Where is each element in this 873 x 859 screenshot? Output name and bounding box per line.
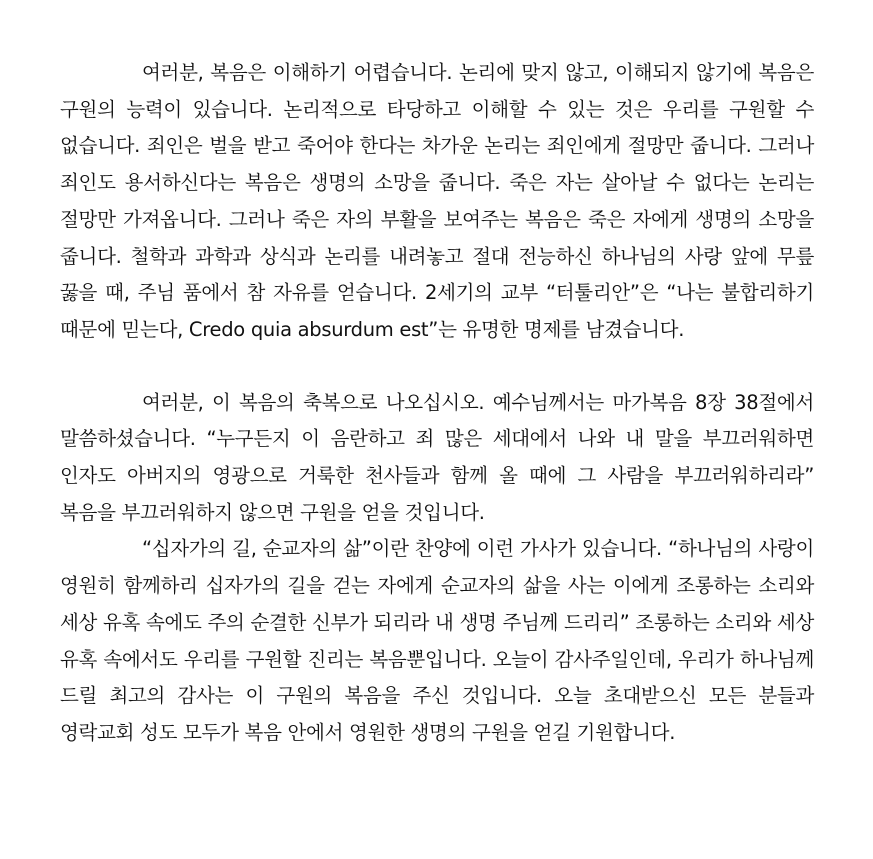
document-body [60,55,814,752]
paragraph-hymn-lyrics: “십자가의 길, 순교자의 삶”이란 찬양에 이런 가사가 있습니다. “하나님의 사랑이 영원히 함께하리 십자가의 길을 걷는 자에게 순교자의 삶을 사는 이에게 조롱하는 소리와 세상 유혹 속에도 주의 순결한 신부가 되리라 내 생명 주님께 드리리” 조롱하는 소리와 세상 유혹 속에서도 우리를 구원할 진리는 복음뿐입니다. 오늘이 감사주일인데, 우리가 하나님께 드릴 최고의 감사는 이 구원의 복음을 주신 것입니다. 오늘 초대받으신 모든 분들과 영락교회 성도 모두가 복음 안에서 영원한 생명의 구원을 얻길 기원합니다. [60,537,814,744]
paragraph-gospel-blessing: 여러분, 이 복음의 축복으로 나오십시오. 예수님께서는 마가복음 8장 38절에서 말씀하셨습니다. “누구든지 이 음란하고 죄 많은 세대에서 나와 내 말을 부끄러워하면 인자도 아버지의 영광으로 거룩한 천사들과 함께 올 때에 그 사람을 부끄러워하리라” 복음을 부끄러워하지 않으면 구원을 얻을 것입니다. [60,390,814,524]
paragraph-gap [60,349,814,385]
paragraph-gospel-logic: 여러분, 복음은 이해하기 어렵습니다. 논리에 맞지 않고, 이해되지 않기에 복음은 구원의 능력이 있습니다. 논리적으로 타당하고 이해할 수 있는 것은 우리를 구원할 수 없습니다. 죄인은 벌을 받고 죽어야 한다는 차가운 논리는 죄인에게 절망만 줍니다. 그러나 죄인도 용서하신다는 복음은 생명의 소망을 줍니다. 죽은 자는 살아날 수 없다는 논리는 절망만 가져옵니다. 그러나 죽은 자의 부활을 보여주는 복음은 죽은 자에게 생명의 소망을 줍니다. 철학과 과학과 상식과 논리를 내려놓고 절대 전능하신 하나님의 사랑 앞에 무릎 꿇을 때, 주님 품에서 참 자유를 얻습니다. 2세기의 교부 “터툴리안”은 “나는 불합리하기 때문에 믿는다, Credo quia absurdum est”는 유명한 명제를 남겼습니다. [60,61,815,341]
